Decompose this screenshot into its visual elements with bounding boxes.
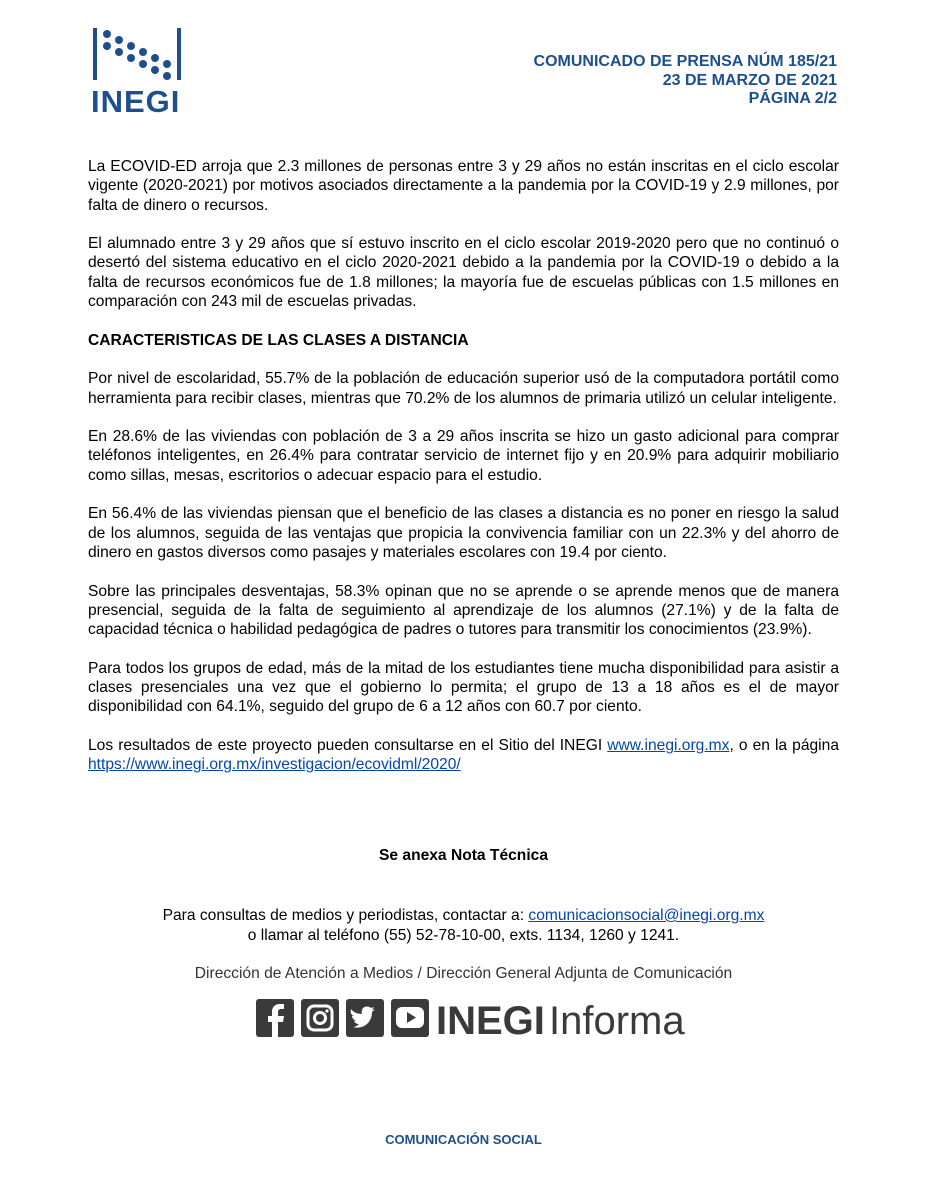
footer-department: COMUNICACIÓN SOCIAL — [385, 1132, 542, 1147]
paragraph-2: El alumnado entre 3 y 29 años que sí estuvo inscrito en el ciclo escolar 2019-2020 pero que no continuó o desertó del sistema educativo en el ciclo 2020-2021 debido a la pandemia por la COVID-19 o debido a la falta de recursos económicos fue de 1.8 millones; la mayoría fue de escuelas públicas con 1.5 millones en comparación con 243 mil de escuelas privadas. — [88, 235, 839, 311]
paragraph-8 — [88, 736, 839, 775]
facebook-icon[interactable] — [256, 999, 294, 1037]
release-date: 23 DE MARZO DE 2021 — [662, 71, 837, 89]
instagram-icon[interactable] — [301, 999, 339, 1037]
twitter-icon[interactable] — [346, 999, 384, 1037]
paragraph-8-mid: , o en la página — [729, 736, 839, 754]
paragraph-6: Sobre las principales desventajas, 58.3% opinan que no se aprende o se aprende menos que de manera presencial, seguida de la falta de seguimiento al aprendizaje de los alumnos (27.1%) y de la falta de capacidad técnica o habilidad pedagógica de padres o tutores para transmitir los conocimientos (23.9%). — [88, 582, 839, 639]
contact-lead: Para consultas de medios y periodistas, contactar a: — [162, 907, 529, 924]
paragraph-3: Por nivel de escolaridad, 55.7% de la población de educación superior usó de la computadora portátil como herramienta para recibir clases, mientras que 70.2% de los alumnos de primaria utilizó un celular inteligente. — [88, 370, 839, 407]
paragraph-5: En 56.4% de las viviendas piensan que el beneficio de las clases a distancia es no poner en riesgo la salud de los alumnos, seguida de las ventajas que propicia la convivencia familiar con un 22.3% y del ahorro de dinero en gastos diversos como pasajes y materiales escolares con 19.4 por ciento. — [88, 505, 839, 561]
youtube-icon[interactable] — [391, 999, 429, 1037]
paragraph-1: La ECOVID-ED arroja que 2.3 millones de personas entre 3 y 29 años no están inscritas en el ciclo escolar vigente (2020-2021) por motivos asociados directamente a la pandemia por la COVID-19 y 2.9 millones, por falta de dinero o recursos. — [88, 158, 839, 214]
brand-bold: INEGI — [436, 999, 545, 1042]
social-banner — [256, 996, 716, 1042]
annex-note: Se anexa Nota Técnica — [378, 847, 548, 864]
contact-email-link[interactable]: comunicacionsocial@inegi.org.mx — [528, 907, 765, 924]
brand-light: Informa — [549, 999, 685, 1042]
press-release-header — [534, 53, 837, 109]
release-number: COMUNICADO DE PRENSA NÚM 185/21 — [533, 53, 837, 70]
social-icons — [256, 996, 716, 1042]
contact-block — [0, 906, 927, 945]
paragraph-8-lead: Los resultados de este proyecto pueden consultarse en el Sitio del INEGI — [88, 736, 608, 754]
page-number: PÁGINA 2/2 — [748, 90, 837, 107]
inegi-site-link[interactable]: www.inegi.org.mx — [607, 736, 730, 754]
contact-phone: o llamar al teléfono (55) 52-78-10-00, exts. 1134, 1260 y 1241. — [247, 926, 680, 944]
contact-line — [0, 906, 927, 926]
document-body — [88, 157, 839, 794]
direction-line: Dirección de Atención a Medios / Dirección General Adjunta de Comunicación — [194, 965, 733, 982]
section-title: CARACTERISTICAS DE LAS CLASES A DISTANCIA — [88, 331, 469, 349]
paragraph-7: Para todos los grupos de edad, más de la mitad de los estudiantes tiene mucha disponibilidad para asistir a clases presenciales una vez que el gobierno lo permita; el grupo de 13 a 18 años es el de mayor disponibilidad con 64.1%, seguido del grupo de 6 a 12 años con 60.7 por ciento. — [88, 659, 839, 716]
paragraph-4: En 28.6% de las viviendas con población de 3 a 29 años inscrita se hizo un gasto adicional para comprar teléfonos inteligentes, en 26.4% para contratar servicio de internet fijo y en 20.9% para adquirir mobiliario como sillas, mesas, escritorios o adecuar espacio para el estudio. — [88, 428, 839, 484]
logo-wordmark: INEGI — [91, 84, 181, 119]
ecovid-page-link[interactable]: https://www.inegi.org.mx/investigacion/ecovidml/2020/ — [88, 756, 461, 774]
